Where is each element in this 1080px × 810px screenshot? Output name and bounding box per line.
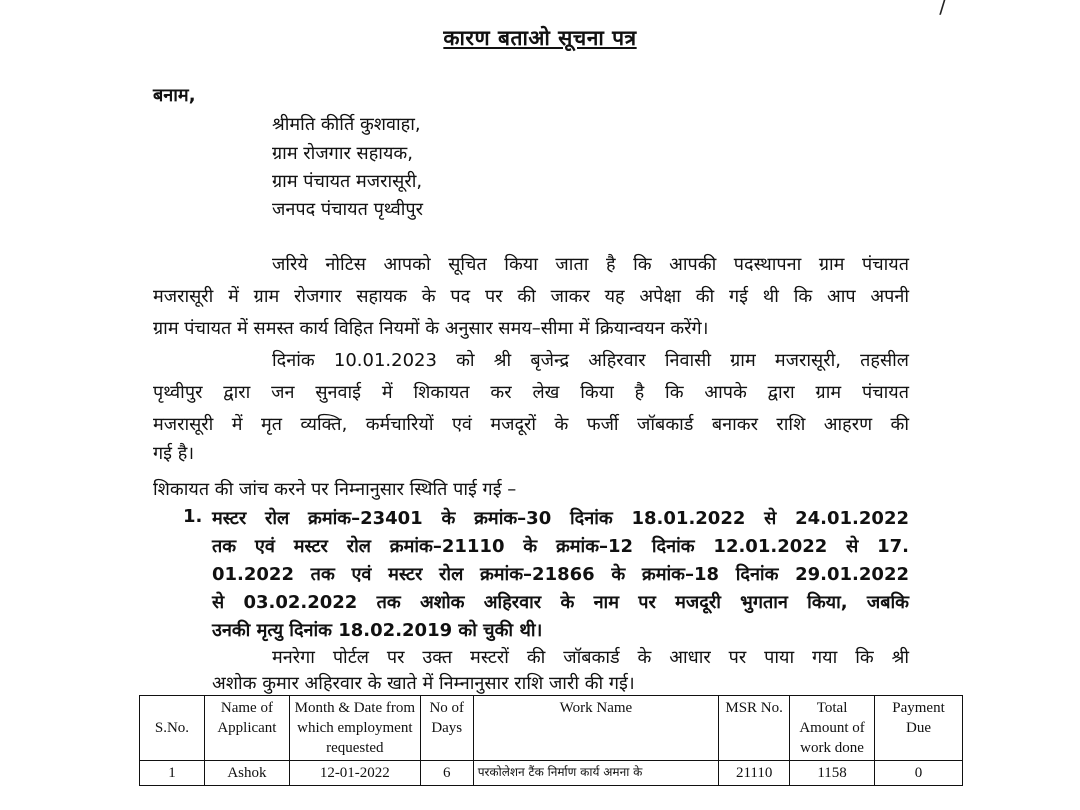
salutation: बनाम, — [153, 85, 196, 106]
cell-work-name: परकोलेशन टैंक निर्माण कार्य अमना के — [473, 761, 718, 786]
addressee-panchayat: ग्राम पंचायत मजरासूरी, — [272, 171, 423, 192]
cell-name: Ashok — [204, 761, 289, 786]
muster-table — [139, 695, 963, 786]
header-days: No of Days — [420, 696, 473, 761]
addressee-janpad: जनपद पंचायत पृथ्वीपुर — [272, 199, 424, 220]
para1-line: ग्राम पंचायत में समस्त कार्य विहित नियमों के अनुसार समय–सीमा में क्रियान्वयन करेंगे। — [153, 318, 709, 339]
notice-title: कारण बताओ सूचना पत्र — [443, 26, 637, 50]
point1-line: 01.2022 तक एवं मस्टर रोल क्रमांक–21866 के क्रमांक–18 दिनांक 29.01.2022 — [212, 564, 909, 585]
para2-line: मजरासूरी में मृत व्यक्ति, कर्मचारियों एवं मजदूरों के फर्जी जॉबकार्ड बनाकर राशि आहरण की — [153, 414, 909, 435]
cell-amount: 1158 — [790, 761, 875, 786]
point1-line: तक एवं मस्टर रोल क्रमांक–21110 के क्रमांक–12 दिनांक 12.01.2022 से 17. — [212, 536, 909, 557]
cell-sno: 1 — [140, 761, 205, 786]
table-header-row — [140, 696, 963, 761]
point1-line: मस्टर रोल क्रमांक–23401 के क्रमांक–30 दिनांक 18.01.2022 से 24.01.2022 — [212, 508, 909, 529]
para2-line: दिनांक 10.01.2023 को श्री बृजेन्द्र अहिरवार निवासी ग्राम मजरासूरी, तहसील — [272, 350, 909, 371]
header-work-name: Work Name — [473, 696, 718, 761]
para1-line: जरिये नोटिस आपको सूचित किया जाता है कि आपकी पदस्थापना ग्राम पंचायत — [272, 254, 909, 275]
para3-line: मनरेगा पोर्टल पर उक्त मस्टरों की जॉबकार्ड के आधार पर पाया गया कि श्री — [272, 647, 909, 668]
corner-mark: / — [939, 0, 946, 18]
header-payment-due: Payment Due — [875, 696, 963, 761]
table-row — [140, 761, 963, 786]
header-amount: Total Amount of work done — [790, 696, 875, 761]
header-sno: S.No. — [140, 696, 205, 761]
cell-date: 12-01-2022 — [289, 761, 420, 786]
point1-line: से 03.02.2022 तक अशोक अहिरवार के नाम पर मजदूरी भुगतान किया, जबकि — [212, 592, 909, 613]
point1-line: उनकी मृत्यु दिनांक 18.02.2019 को चुकी थी। — [212, 620, 543, 641]
cell-days: 6 — [420, 761, 473, 786]
point-number: 1. — [183, 506, 203, 527]
para3-line: अशोक कुमार अहिरवार के खाते में निम्नानुसार राशि जारी की गई। — [212, 673, 635, 694]
para1-line: मजरासूरी में ग्राम रोजगार सहायक के पद पर की जाकर यह अपेक्षा की गई थी कि आप अपनी — [153, 286, 909, 307]
para2-line: गई है। — [153, 443, 195, 464]
header-msr: MSR No. — [719, 696, 790, 761]
findings-intro: शिकायत की जांच करने पर निम्नानुसार स्थिति पाई गई – — [153, 479, 517, 500]
cell-msr: 21110 — [719, 761, 790, 786]
cell-payment-due: 0 — [875, 761, 963, 786]
addressee-name: श्रीमति कीर्ति कुशवाहा, — [272, 114, 421, 135]
header-date: Month & Date from which employment requested — [289, 696, 420, 761]
addressee-designation: ग्राम रोजगार सहायक, — [272, 143, 413, 164]
header-applicant: Name of Applicant — [204, 696, 289, 761]
para2-line: पृथ्वीपुर द्वारा जन सुनवाई में शिकायत कर लेख किया है कि आपके द्वारा ग्राम पंचायत — [153, 382, 909, 403]
